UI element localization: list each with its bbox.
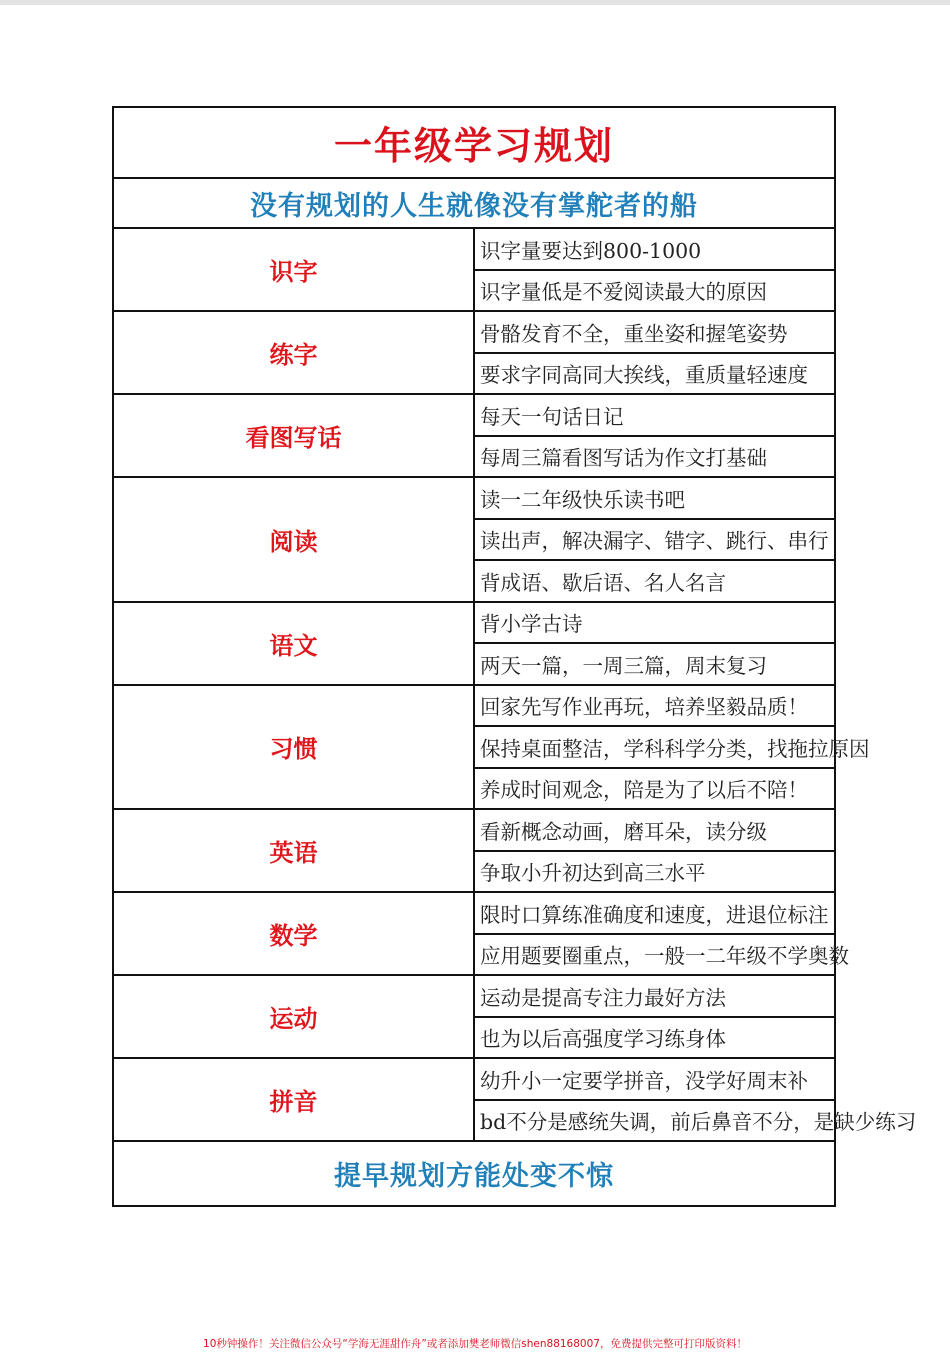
- category-label: 练字: [269, 341, 318, 369]
- plan-item-text: bd不分是感统失调，前后鼻音不分，是缺少练习: [480, 1110, 917, 1135]
- slogan-cell: [113, 178, 835, 228]
- item-cell: [474, 726, 870, 768]
- plan-item-text: 读出声，解决漏字、错字、跳行、串行: [480, 529, 829, 554]
- plan-item-text: 看新概念动画，磨耳朵，读分级: [480, 819, 767, 844]
- category-label: 英语: [269, 839, 318, 867]
- item-cell: [474, 394, 835, 436]
- category-label: 识字: [269, 258, 318, 286]
- item-cell: [474, 311, 835, 353]
- plan-row: [113, 685, 835, 727]
- watermark-footer-note: 10秒钟操作！关注微信公众号“学海无涯甜作舟”或者添加樊老师微信shen88168007，免费提供完整可打印版资料！: [203, 1338, 747, 1350]
- item-cell: [474, 560, 835, 602]
- footer-row: [113, 1141, 835, 1206]
- plan-item-text: 背成语、歇后语、名人名言: [480, 570, 726, 595]
- item-cell: [474, 643, 835, 685]
- item-cell: [474, 353, 835, 395]
- title-cell: [113, 107, 835, 178]
- plan-row: [113, 228, 835, 270]
- category-cell: [113, 685, 474, 810]
- category-label: 阅读: [269, 527, 318, 556]
- plan-item-text: 识字量低是不爱阅读最大的原因: [480, 280, 767, 305]
- plan-item-text: 要求字同高同大挨线，重质量轻速度: [480, 363, 808, 388]
- plan-item-text: 限时口算练准确度和速度，进退位标注: [480, 902, 829, 927]
- item-cell: [474, 851, 835, 893]
- plan-item-text: 争取小升初达到高三水平: [480, 861, 706, 886]
- category-cell: [113, 228, 474, 311]
- plan-item-text: 背小学古诗: [480, 612, 583, 637]
- category-cell: [113, 477, 474, 602]
- slogan-text: 没有规划的人生就像没有掌舵者的船: [250, 190, 698, 222]
- plan-row: [113, 809, 835, 851]
- item-cell: [474, 768, 835, 810]
- top-edge-bar: [0, 0, 950, 5]
- category-cell: [113, 602, 474, 685]
- category-label: 看图写话: [245, 424, 342, 452]
- item-cell: [474, 892, 835, 934]
- plan-item-text: 保持桌面整洁，学科科学分类，找拖拉原因: [480, 736, 870, 761]
- plan-row: [113, 477, 835, 519]
- item-cell: [474, 975, 835, 1017]
- footer-cell: [113, 1141, 835, 1206]
- plan-item-text: 读一二年级快乐读书吧: [480, 487, 685, 512]
- plan-item-text: 也为以后高强度学习练身体: [480, 1027, 726, 1052]
- category-label: 运动: [269, 1005, 318, 1033]
- item-cell: [474, 1100, 917, 1142]
- category-cell: [113, 892, 474, 975]
- plan-row: [113, 892, 835, 934]
- category-label: 数学: [269, 922, 318, 950]
- plan-row: [113, 311, 835, 353]
- item-cell: [474, 809, 835, 851]
- plan-row: [113, 975, 835, 1017]
- plan-item-text: 骨骼发育不全，重坐姿和握笔姿势: [480, 321, 788, 346]
- plan-item-text: 应用题要圈重点，一般一二年级不学奥数: [480, 944, 849, 969]
- plan-row: [113, 602, 835, 644]
- item-cell: [474, 228, 835, 270]
- slogan-row: [113, 178, 835, 228]
- item-cell: [474, 270, 835, 312]
- plan-row: [113, 394, 835, 436]
- item-cell: [474, 685, 835, 727]
- item-cell: [474, 934, 849, 976]
- page-title: 一年级学习规划: [333, 124, 614, 168]
- item-cell: [474, 602, 835, 644]
- study-plan-table: [112, 106, 917, 1207]
- plan-item-text: 两天一篇，一周三篇，周末复习: [480, 653, 767, 678]
- plan-row: [113, 1058, 835, 1100]
- item-cell: [474, 436, 835, 478]
- footer-slogan: 提早规划方能处变不惊: [334, 1161, 614, 1192]
- plan-item-text: 每天一句话日记: [480, 404, 624, 429]
- category-cell: [113, 1058, 474, 1141]
- plan-item-text: 识字量要达到800-1000: [480, 238, 702, 263]
- category-cell: [113, 975, 474, 1058]
- category-label: 语文: [269, 631, 318, 660]
- item-cell: [474, 477, 835, 519]
- plan-item-text: 幼升小一定要学拼音，没学好周末补: [480, 1068, 808, 1093]
- category-cell: [113, 311, 474, 394]
- item-cell: [474, 1058, 835, 1100]
- item-cell: [474, 519, 835, 561]
- category-label: 拼音: [269, 1088, 318, 1116]
- category-cell: [113, 809, 474, 892]
- category-label: 习惯: [269, 735, 318, 764]
- title-row: [113, 107, 835, 178]
- plan-item-text: 养成时间观念，陪是为了以后不陪！: [480, 778, 808, 803]
- category-cell: [113, 394, 474, 477]
- plan-item-text: 运动是提高专注力最好方法: [480, 985, 726, 1010]
- item-cell: [474, 1017, 835, 1059]
- plan-item-text: 每周三篇看图写话为作文打基础: [480, 446, 767, 471]
- plan-item-text: 回家先写作业再玩，培养坚毅品质！: [480, 695, 808, 720]
